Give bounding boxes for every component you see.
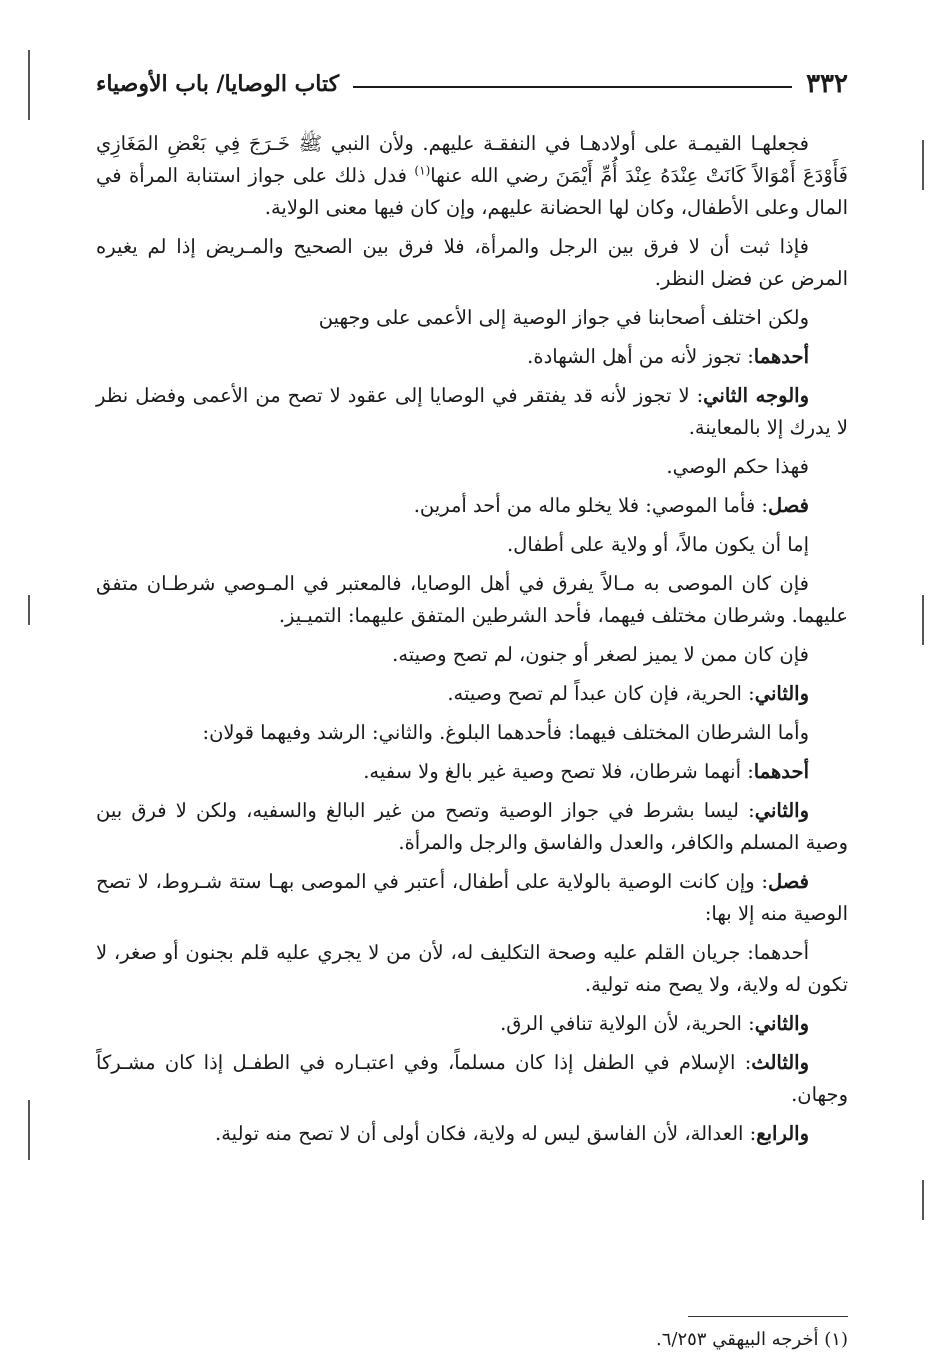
paragraph-16 [96, 937, 848, 1001]
paragraph-text: : وإن كانت الوصية بالولاية على أطفال، أعتبر في الموصى بهـا ستة شـروط، لا تصح الوصية منه إلا بها: [96, 870, 848, 925]
footnote-number: (١) [824, 1329, 848, 1350]
paragraph-text: فجعلهـا القيمـة على أولادهـا في النفقـة عليهم. ولأن النبي ﷺ خَـرَجَ فِي بَعْضِ المَغَازِي فَأَوْدَعَ أَمْوَالاً كَانَتْ عِنْدَهُ عِنْدَ أُمِّ أَيْمَنَ رضي الله عنها [96, 132, 848, 187]
paragraph-10 [96, 639, 848, 671]
paragraph-11 [96, 678, 848, 710]
paragraph-lead: والثالث [751, 1051, 809, 1074]
paragraph-text: : ليسا بشرط في جواز الوصية وتصح من غير البالغ والسفيه، ولكن لا فرق بين وصية المسلم والكافر، والعدل والفاسق والرجل والمرأة. [96, 799, 848, 854]
left-edge-mark-3 [28, 1100, 30, 1160]
left-edge-mark-2 [28, 595, 30, 625]
paragraph-text: : الإسلام في الطفل إذا كان مسلماً، وفي اعتبـاره في الطفـل إذا كان مشـركاً وجهان. [96, 1051, 848, 1106]
paragraph-text: فإن كان ممن لا يميز لصغر أو جنون، لم تصح وصيته. [392, 643, 809, 666]
paragraph-5 [96, 380, 848, 444]
paragraph-lead: والثاني [754, 1012, 809, 1035]
paragraph-17 [96, 1008, 848, 1040]
page-body [96, 128, 848, 1157]
footnote-separator [688, 1316, 848, 1317]
paragraph-6 [96, 451, 848, 483]
footnote-ref: (١) [414, 163, 431, 178]
paragraph-lead: أحدهما [753, 760, 809, 783]
right-edge-mark-3 [922, 1180, 924, 1220]
paragraph-lead: أحدهما [753, 345, 809, 368]
paragraph-14 [96, 795, 848, 859]
paragraph-text: ولكن اختلف أصحابنا في جواز الوصية إلى الأعمى على وجهين [318, 306, 809, 329]
paragraph-7 [96, 490, 848, 522]
footnote-text: أخرجه البيهقي ٦/٢٥٣. [656, 1329, 819, 1350]
page-number: ٣٣٢ [806, 69, 848, 99]
paragraph-lead: والثاني [754, 682, 809, 705]
footnote [96, 1326, 848, 1354]
paragraph-text: : لا تجوز لأنه قد يفتقر في الوصايا إلى عقود لا تصح من الأعمى وفضل نظر لا يدرك إلا بالمعاينة. [96, 384, 848, 439]
running-title: كتاب الوصايا/ باب الأوصياء [96, 71, 340, 97]
page-header [96, 62, 848, 106]
paragraph-text: فإذا ثبت أن لا فرق بين الرجل والمرأة، فلا فرق بين الصحيح والمـريض إذا لم يغيره المرض عن فضل النظر. [96, 235, 848, 290]
paragraph-text: : تجوز لأنه من أهل الشهادة. [527, 345, 754, 368]
paragraph-15 [96, 866, 848, 930]
paragraph-19 [96, 1118, 848, 1150]
paragraph-lead: والرابع [756, 1122, 809, 1145]
paragraph-text: : فأما الموصي: فلا يخلو ماله من أحد أمرين. [413, 494, 768, 517]
paragraph-text: إما أن يكون مالاً، أو ولاية على أطفال. [506, 533, 809, 556]
paragraph-4 [96, 341, 848, 373]
paragraph-text: وأما الشرطان المختلف فيهما: فأحدهما البلوغ. والثاني: الرشد وفيهما قولان: [202, 721, 809, 744]
paragraph-9 [96, 568, 848, 632]
paragraph-text: فإن كان الموصى به مـالاً يفرق في أهل الوصايا، فالمعتبر في المـوصي شرطـان متفق عليهما. وشرطان مختلف فيهما، فأحد الشرطين المتفق عليهما: التميـيز. [96, 572, 848, 627]
paragraph-text: فدل ذلك على جواز استنابة المرأة في المال وعلى الأطفال، وكان لها الحضانة عليهم، وإن كان فيها معنى الولاية. [96, 164, 848, 219]
paragraph-lead: فصل [768, 870, 809, 893]
paragraph-text: أحدهما: جريان القلم عليه وصحة التكليف له، لأن من لا يجري عليه قلم بجنون أو صغر، لا تكون له ولاية، ولا يصح منه تولية. [96, 941, 848, 996]
paragraph-lead: فصل [768, 494, 809, 517]
left-edge-mark-1 [28, 50, 30, 120]
paragraph-2 [96, 231, 848, 295]
paragraph-text: فهذا حكم الوصي. [666, 455, 809, 478]
paragraph-12 [96, 717, 848, 749]
paragraph-3 [96, 302, 848, 334]
paragraph-13 [96, 756, 848, 788]
right-edge-mark-2 [922, 595, 924, 645]
header-rule [353, 86, 792, 88]
paragraph-lead: والوجه الثاني [703, 384, 810, 407]
paragraph-text: : الحرية، فإن كان عبداً لم تصح وصيته. [447, 682, 755, 705]
paragraph-1 [96, 128, 848, 224]
paragraph-lead: والثاني [754, 799, 809, 822]
paragraph-text: : العدالة، لأن الفاسق ليس له ولاية، فكان أولى أن لا تصح منه تولية. [215, 1122, 757, 1145]
paragraph-text: : الحرية، لأن الولاية تنافي الرق. [500, 1012, 755, 1035]
paragraph-8 [96, 529, 848, 561]
paragraph-18 [96, 1047, 848, 1111]
paragraph-text: : أنهما شرطان، فلا تصح وصية غير بالغ ولا سفيه. [363, 760, 754, 783]
right-edge-mark-1 [922, 140, 924, 190]
